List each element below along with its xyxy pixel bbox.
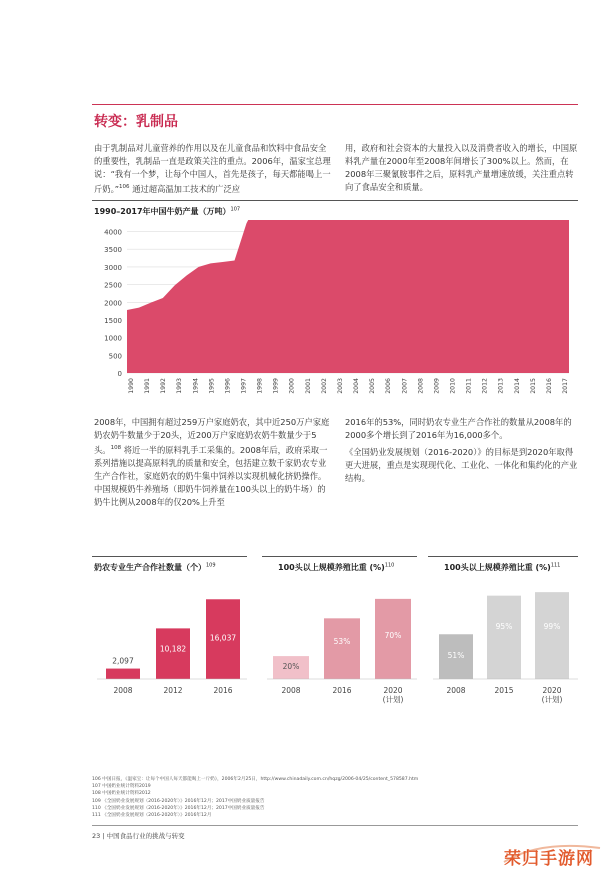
footer-text: 中国食品行业的挑战与转变 [106,832,185,840]
area-series [127,220,569,373]
body-right-text-a: 2016年的53%，同时奶农专业生产合作社的数量从2008年的2000多个增长到了2016年为16,000多个。 [345,417,572,440]
category-label: (计划) [382,695,404,704]
footnote-111: 111 《全国奶业发展规划（2016-2020年）》2016年12月 [92,813,212,819]
scale-farm-chart-rule [262,556,417,557]
section-title: 转变：乳制品 [94,114,178,130]
x-tick-label: 2017 [562,378,569,394]
x-tick-label: 2002 [320,378,328,394]
scale-herd-chart-title-text: 100头以上规模养殖比重 (%) [444,563,551,572]
y-tick-label: 2500 [104,281,122,290]
y-tick-label: 4000 [104,228,122,237]
y-tick-label: 1000 [104,334,122,343]
y-tick-label: 0 [117,370,122,378]
scale-farm-share-bar-chart [262,576,422,706]
coop-chart-rule [92,556,247,557]
data-label: 20% [282,662,300,671]
coop-chart-title-ref: 109 [206,562,216,569]
category-label: 2008 [113,686,133,695]
category-label: 2015 [494,686,514,695]
x-tick-label: 1994 [192,378,200,394]
data-label: 2,097 [112,656,134,666]
x-tick-label: 2008 [417,378,425,394]
category-label: 2020 [542,686,562,695]
category-label: 2020 [383,686,403,695]
y-tick-label: 1500 [104,316,122,325]
footnote-ref-108: 108 [110,445,122,451]
intro-paragraph-right: 用，政府和社会资本的大量投入以及消费者收入的增长，中国原料乳产量在2000年至2008年间增长了300%以上。然而，在2008年三聚氰胺事件之后，原料乳产量增速放缓，关注重点转向了食品安全和质量。 [345,143,578,192]
footnote-109: 109 《全国奶业发展规划（2016-2020年）》2016年12月；2017中国奶业质量报告 [92,798,265,804]
footnote-107: 107 中国奶业统计资料2019 [92,784,151,790]
x-tick-label: 1992 [160,378,168,394]
data-label: 70% [384,631,402,640]
x-tick-label: 2011 [465,378,473,394]
y-tick-label: 3000 [104,263,122,272]
section-top-rule [92,104,578,105]
x-tick-label: 2005 [369,378,377,394]
x-tick-label: 2004 [353,378,361,394]
x-tick-label: 1999 [272,378,280,394]
page-number: 23 [92,832,101,840]
category-label: 2016 [213,686,233,695]
x-tick-label: 2007 [401,378,409,394]
x-tick-label: 2012 [481,378,489,394]
main-chart-title-text: 1990–2017年中国牛奶产量（万吨） [94,207,231,216]
body-right-text-b: 《全国奶业发展规划（2016-2020）》的目标是到2020年取得更大进展，重点是实现现代化、工业化、一体化和集约化的产业结构。 [345,447,578,483]
footnote-ref-106: 106 [119,184,130,190]
main-chart-title-ref: 107 [230,206,241,213]
bar [487,596,521,679]
coop-chart-title-text: 奶农专业生产合作社数量（个） [94,563,206,572]
x-tick-label: 2000 [288,378,296,394]
footnote-106: 106 中国日报，《温家宝：让每个中国人每天都能喝上一斤奶》，2006年2月25日，http://www.chinadaily.com.cn/hqzg/2006-04/25/content_578587.htm [92,777,419,782]
footer-rule [92,825,578,826]
scale-farm-chart-title-text: 100头以上规模养殖比重 (%) [278,563,385,572]
x-tick-label: 1996 [224,378,232,394]
x-tick-label: 1998 [256,378,264,394]
scale-farm-chart-title-ref: 110 [384,562,395,569]
data-label: 95% [495,622,513,631]
x-tick-label: 2013 [497,378,505,394]
y-tick-label: 2000 [104,299,122,308]
data-label: 99% [543,622,561,631]
watermark-text: 荣归手游网 [504,849,594,869]
data-label: 53% [333,637,351,646]
x-tick-label: 2006 [385,378,393,394]
scale-herd-chart-title [444,562,560,573]
bar [324,618,360,679]
scale-herd-chart-rule [428,556,578,557]
scale-herd-share-bar-chart [428,576,583,706]
data-label: 10,182 [159,644,187,654]
category-label: 2016 [332,686,352,695]
data-label: 51% [447,651,465,660]
main-chart-title [94,206,240,217]
scale-herd-chart-title-ref: 111 [550,562,561,569]
bar [535,592,569,679]
x-tick-label: 2014 [513,378,521,394]
footnote-108: 108 中国奶业统计资料2012 [92,791,151,797]
body-paragraph-left [94,416,331,509]
body-left-text-a: 2008年，中国拥有超过259万户家庭奶农，其中近250万户家庭奶农奶牛数量少于20头，近200万户家庭奶农奶牛数量少于5头。 [94,417,330,455]
coop-chart-title [94,562,216,573]
x-tick-label: 2016 [545,378,553,394]
x-tick-label: 2010 [449,378,457,394]
x-tick-label: 2001 [304,378,312,394]
footnotes [92,776,492,819]
x-tick-label: 2003 [336,378,344,394]
data-label: 16,037 [209,633,237,643]
body-left-text-b: 将近一半的原料乳手工采集的。2008年后，政府采取一系列措施以提高原料乳的质量和安全，包括建立数千家奶农专业生产合作社，家庭奶农的奶牛集中饲养以实现机械化挤奶操作。中国规模奶牛养殖场（即奶牛饲养量在100头以上的奶牛场）的奶牛比例从2008年的仅20%上升至 [94,444,328,507]
x-tick-label: 1990 [128,378,135,394]
bar [106,669,140,679]
y-tick-label: 3500 [104,246,122,255]
category-label: (计划) [541,695,563,704]
x-tick-label: 1997 [240,378,248,394]
footnote-110: 110 《全国奶业发展规划（2016-2020年）》2016年12月；2017中国奶业质量报告 [92,805,265,811]
page-footer: 23 | 中国食品行业的挑战与转变 [92,832,185,840]
bar [156,628,190,679]
category-label: 2008 [281,686,301,695]
scale-farm-chart-title [278,562,394,573]
coop-count-bar-chart [92,576,252,706]
body-paragraph-right [345,416,578,485]
x-tick-label: 1995 [208,378,216,394]
x-tick-label: 2009 [433,378,441,394]
y-tick-label: 500 [108,352,122,361]
x-tick-label: 1991 [144,378,152,394]
intro-left-text-a: 由于乳制品对儿童营养的作用以及在儿童食品和饮料中食品安全的重要性，乳制品一直是政策关注的重点。2006年，温家宝总理说：“我有一个梦，让每个中国人，首先是孩子，每天都能喝上一斤奶。” [94,143,331,194]
x-tick-label: 1993 [176,378,184,394]
milk-production-area-chart [92,220,578,400]
main-chart-rule [92,200,578,201]
intro-paragraph-left [94,142,331,196]
category-label: 2012 [163,686,183,695]
site-watermark [500,838,612,868]
intro-left-text-b: 通过超高温加工技术的广泛应 [132,183,241,194]
category-label: 2008 [446,686,466,695]
x-tick-label: 2015 [529,378,537,394]
